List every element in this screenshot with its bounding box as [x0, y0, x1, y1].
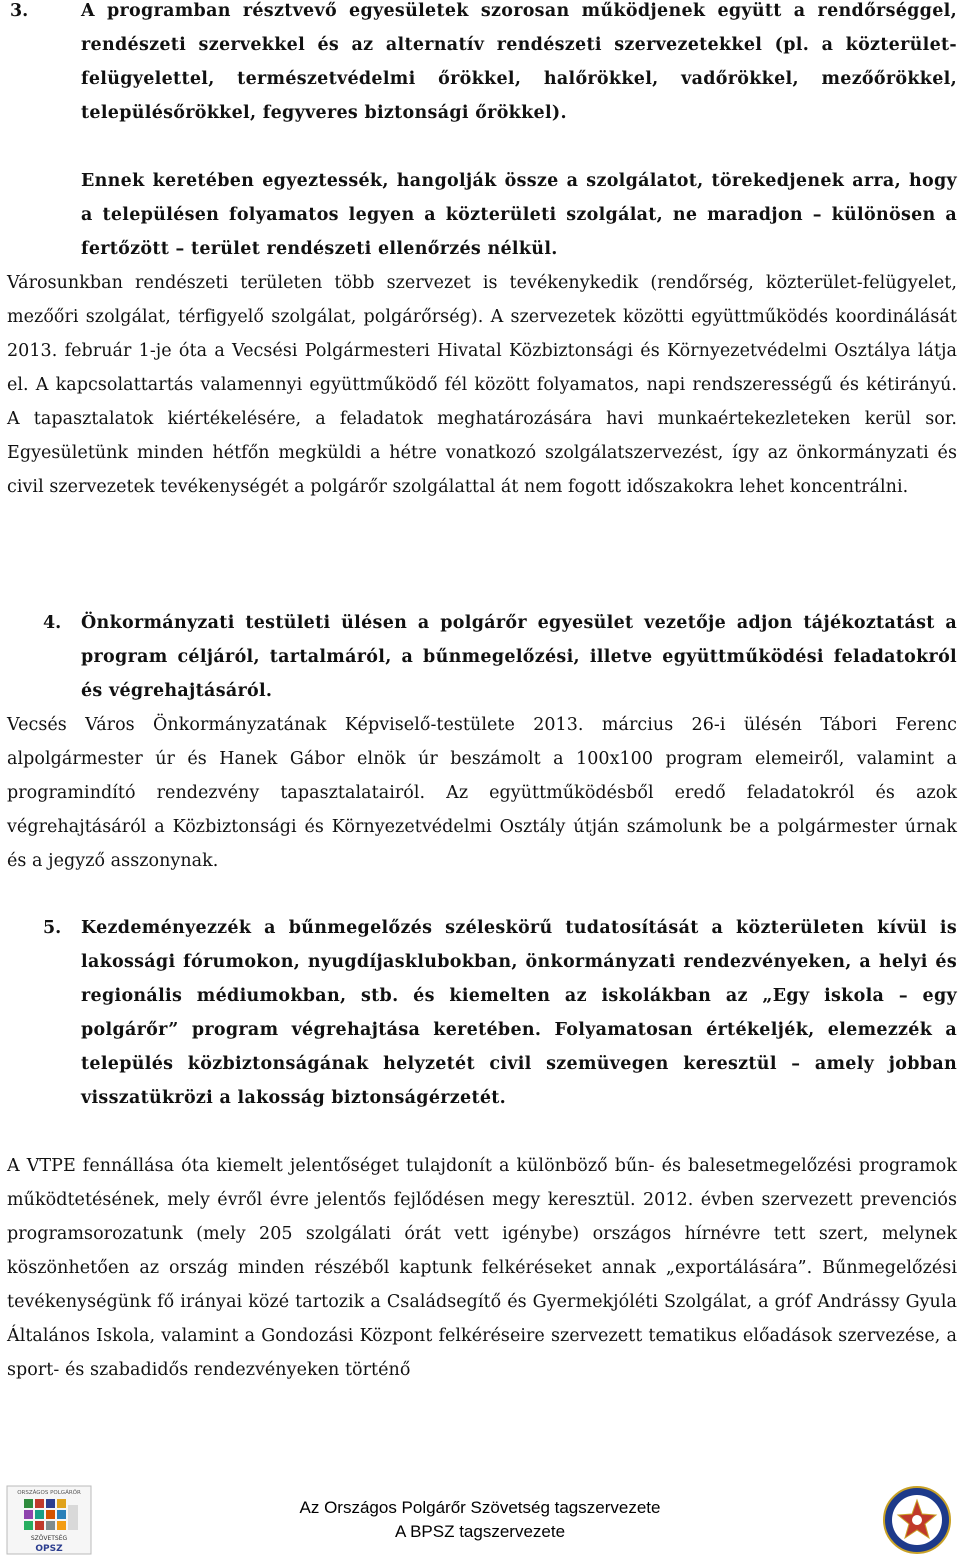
page-footer	[0, 1485, 960, 1555]
section-5-body: A VTPE fennállása óta kiemelt jelentőséget tulajdonít a különböző bűn- és balesetmegelőzési programok működtetésének, mely évről évre jelentős fejlődésen megy keresztül. 2012. évben szervezett prevenciós programsorozatunk (mely 205 szolgálati órát vett igénybe) országos hírnévre tett szert, melynek köszönhetően az ország minden részéből kaptunk felkéréseket annak „exportálására”. Bűnmegelőzési tevékenységünk fő irányai közé tartozik a Családsegítő és Gyermekjóléti Szolgálat, a gróf Andrássy Gyula Általános Iskola, valamint a Gondozási Központ felkéréseire szervezett tematikus előadások szervezése, a sport- és szabadidős rendezvényeken történő	[7, 1156, 957, 1380]
section-4-heading: Önkormányzati testületi ülésen a polgárőr egyesület vezetője adjon tájékoztatást a program céljáról, tartalmáról, a bűnmegelőzési, illetve együttműködési feladatokról és végrehajtásáról.	[81, 613, 957, 701]
section-4-body: Vecsés Város Önkormányzatának Képviselő-testülete 2013. március 26-i ülésén Tábori Ferenc alpolgármester úr és Hanek Gábor elnök úr beszámolt a 100x100 program elemeiről, valamint a programindító rendezvény tapasztalatairól. Az együttműködésből eredő feladatokról és azok végrehajtásáról a Közbiztonsági és Környezetvédelmi Osztály útján számolunk be a polgármester úrnak és a jegyző asszonynak.	[7, 715, 957, 871]
footer-line-2: A BPSZ tagszervezete	[394, 1522, 566, 1541]
section-3-body: Városunkban rendészeti területen több szervezet is tevékenykedik (rendőrség, közterület-felügyelet, mezőőri szolgálat, térfigyelő szolgálat, polgárőrség). A szervezetek közötti együttműködés koordinálását 2013. február 1-je óta a Vecsési Polgármesteri Hivatal Közbiztonsági és Környezetvédelmi Osztálya látja el. A kapcsolattartás valamennyi együttműködő fél között folyamatos, napi rendszerességű és kétirányú. A tapasztalatok kiértékelésére, a feladatok meghatározására havi munkaértekezleteken kerül sor. Egyesületünk minden hétfőn megküldi a hétre vonatkozó szolgálatszervezést, így az önkormányzati és civil szervezetek tevékenységét a polgárőr szolgálattal át nem fogott időszakokra lehet koncentrálni.	[7, 273, 957, 497]
opsz-logo-text: OPSZ	[35, 1544, 63, 1554]
section-3-heading-continued: Ennek keretében egyeztessék, hangolják össze a szolgálatot, törekedjenek arra, hogy a településen folyamatos legyen a közterületi szolgálat, ne maradjon – különösen a fertőzött – terület rendészeti ellenőrzés nélkül.	[81, 171, 957, 259]
opsz-logo-top-text: ORSZÁGOS POLGÁRŐR	[17, 1490, 81, 1496]
bpsz-seal-logo	[878, 1485, 956, 1555]
section-5-heading: Kezdeményezzék a bűnmegelőzés széleskörű tudatosítását a közterületen kívül is lakossági fórumokon, nyugdíjasklubokban, önkormányzati rendezvényeken, a helyi és regionális médiumokban, stb. és kiemelten az iskolákban az „Egy iskola – egy polgárőr” program végrehajtása keretében. Folyamatosan értékeljék, elemezzék a település közbiztonságának helyzetét civil szemüvegen keresztül – amely jobban visszatükrözi a lakosság biztonságérzetét.	[81, 918, 957, 1108]
section-5-number: 5.	[43, 918, 62, 938]
footer-line-1: Az Országos Polgárőr Szövetség tagszervezete	[299, 1498, 661, 1517]
opsz-logo-mid-text: SZÖVETSÉG	[30, 1535, 68, 1542]
section-4-number: 4.	[43, 613, 62, 633]
section-3-number: 3.	[10, 1, 29, 21]
section-3-heading: A programban résztvevő egyesületek szorosan működjenek együtt a rendőrséggel, rendészeti szervekkel és az alternatív rendészeti szervezetekkel (pl. a közterület-felügyelettel, természetvédelmi őrökkel, halőrökkel, vadőrökkel, mezőőrökkel, településőrökkel, fegyveres biztonsági őrökkel).	[81, 1, 957, 123]
